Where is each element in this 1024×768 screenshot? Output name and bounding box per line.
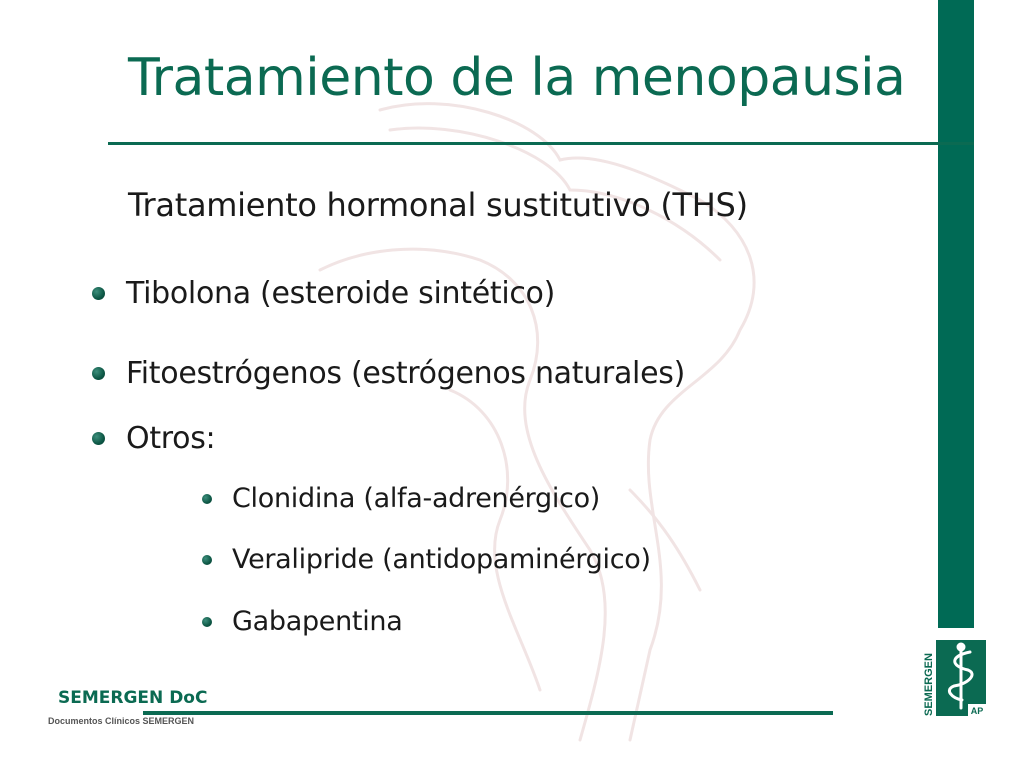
bullet-item bbox=[92, 356, 685, 391]
bullet-dot-icon bbox=[92, 432, 105, 445]
sub-bullet-dot-icon bbox=[202, 494, 212, 504]
bullet-item bbox=[92, 421, 215, 456]
bullet-dot-icon bbox=[92, 287, 105, 300]
slide-title: Tratamiento de la menopausia bbox=[128, 48, 906, 108]
slide-subtitle: Tratamiento hormonal sustitutivo (THS) bbox=[128, 186, 748, 224]
sub-bullet-item bbox=[202, 544, 651, 575]
bullet-text: Fitoestrógenos (estrógenos naturales) bbox=[126, 356, 685, 391]
sub-bullet-item bbox=[202, 483, 600, 514]
sub-bullet-text: Gabapentina bbox=[232, 606, 403, 637]
sub-bullet-dot-icon bbox=[202, 555, 212, 565]
sub-bullet-item bbox=[202, 606, 402, 637]
bullet-dot-icon bbox=[92, 367, 105, 380]
bullet-text: Otros: bbox=[126, 421, 216, 456]
title-divider bbox=[108, 142, 974, 145]
bullet-item bbox=[92, 276, 555, 311]
bullet-text: Tibolona (esteroide sintético) bbox=[126, 276, 556, 311]
sub-bullet-text: Clonidina (alfa-adrenérgico) bbox=[232, 483, 601, 514]
sub-bullet-dot-icon bbox=[202, 617, 212, 627]
semergen-logo bbox=[918, 638, 988, 718]
side-accent-bar bbox=[938, 0, 974, 628]
footer-subtitle: Documentos Clínicos SEMERGEN bbox=[48, 716, 195, 726]
logo-label: SEMERGEN bbox=[923, 653, 935, 716]
sub-bullet-text: Veralipride (antidopaminérgico) bbox=[232, 544, 651, 575]
footer-divider bbox=[143, 711, 833, 715]
footer-brand: SEMERGEN DoC bbox=[58, 688, 208, 708]
logo-badge: AP bbox=[970, 706, 984, 716]
